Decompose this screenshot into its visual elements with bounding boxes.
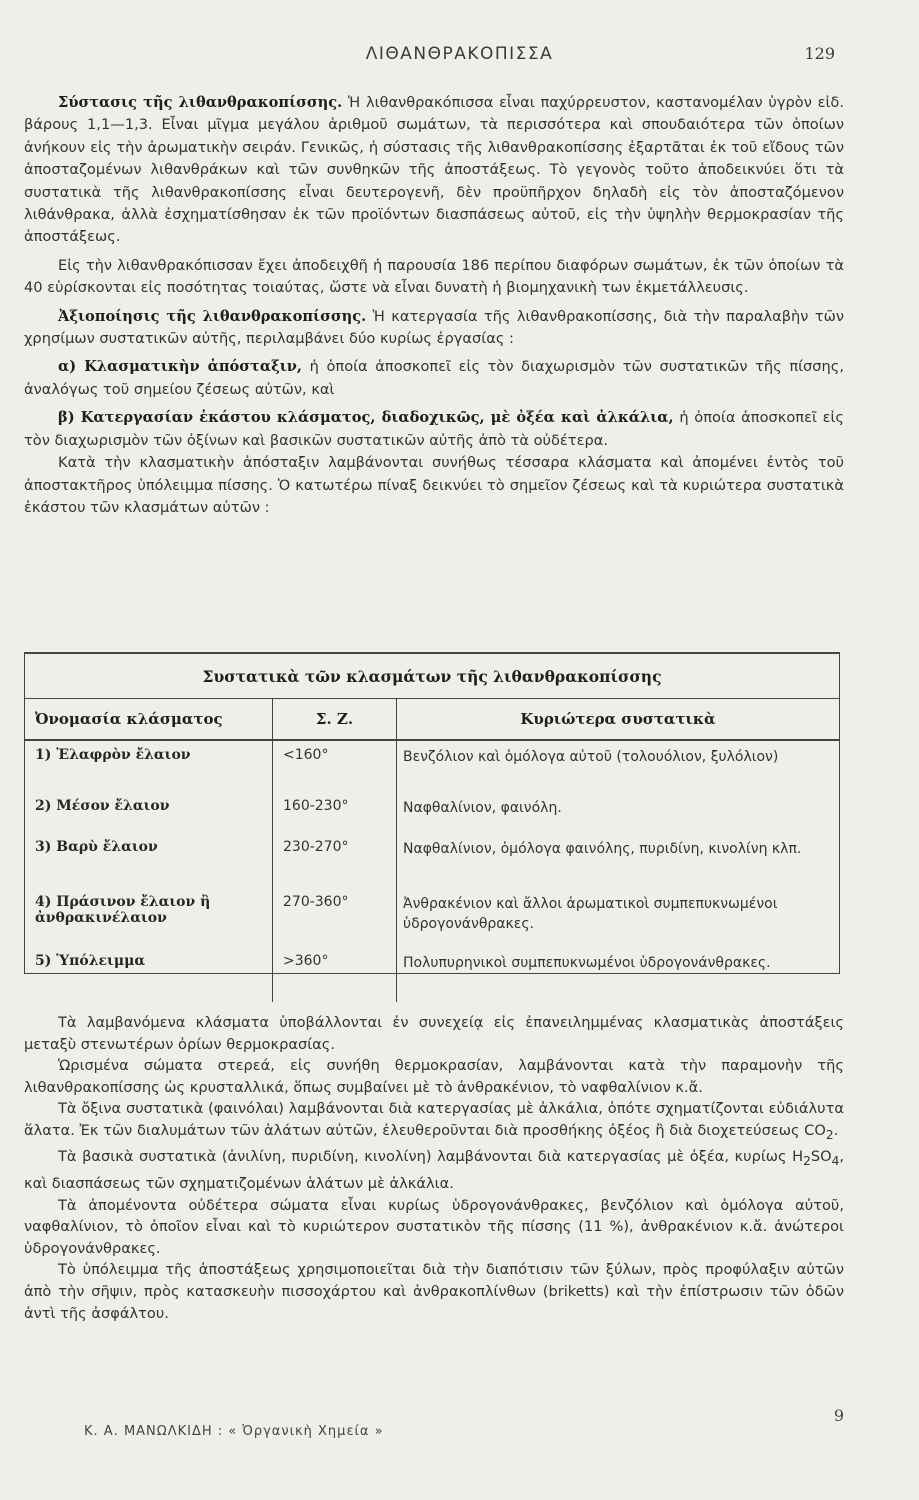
footer bbox=[24, 1406, 844, 1446]
fraction-name: 4) Πράσινον ἔλαιον ἢ ἀνθρακινέλαιον bbox=[25, 888, 273, 947]
fraction-components: Πολυπυρηνικοὶ συμπεπυκνωμένοι ὑδρογονάνθρακες. bbox=[403, 955, 771, 971]
table-caption: Συστατικὰ τῶν κλασμάτων τῆς λιθανθρακοπίσσης bbox=[25, 654, 839, 699]
fraction-name: 3) Βαρὺ ἔλαιον bbox=[25, 833, 273, 888]
paragraph-composition-text: Ἡ λιθανθρακόπισσα εἶναι παχύρρευστον, καστανομέλαν ὑγρὸν εἰδ. βάρους 1,1—1,3. Εἶναι μῖγμα μεγάλου ἀριθμοῦ σωμάτων, τὰ περισσότερα καὶ σπουδαιότερα τῶν ὁποίων ἀνήκουν εἰς τὴν ἀρωματικὴν σειράν. Γενικῶς, ἡ σύστασις τῆς λιθανθρακοπίσσης ἐξαρτᾶται ἐκ τοῦ εἴδους τῶν ἀποσταζομένων λιθανθράκων καὶ τῶν συνθηκῶν τῆς ἀποστάξεως. Τὸ γεγονὸς τοῦτο ἀποδεικνύει ὅτι τὰ συστατικὰ τῆς λιθανθρακοπίσσης εἶναι δευτερογενῆ, δὲν προϋπῆρχον δηλαδὴ εἰς τὸν ἀποσταζόμενον λιθάνθρακα, ἀλλὰ ἐσχηματίσθησαν ἐκ τῶν προϊόντων διασπάσεως αὐτοῦ, εἰς τὴν ὑψηλὴν θερμοκρασίαν τῆς ἀποστάξεως. bbox=[24, 94, 844, 246]
fraction-boiling-point: >360° bbox=[273, 947, 397, 1002]
column-header-name: Ὀνομασία κλάσματος bbox=[25, 699, 273, 741]
paragraph-crystalline: Ὡρισμένα σώματα στερεά, εἰς συνήθη θερμοκρασίαν, λαμβάνονται κατὰ τὴν παραμονὴν τῆς λιθανθρακοπίσσης ὡς κρυσταλλικά, ὅπως συμβαίνει μὲ τὸ ἀνθρακένιον, τὸ ναφθαλίνιον κ.ἄ. bbox=[24, 1057, 844, 1096]
paragraph-utilization-text: Ἡ κατεργασία τῆς λιθανθρακοπίσσης, διὰ τὴν παραλαβὴν τῶν χρησίμων συστατικῶν αὐτῆς, περιλαμβάνει δύο κυρίως ἐργασίας : bbox=[24, 307, 845, 348]
list-item-a-text: ἡ ὁποία ἀποσκοπεῖ εἰς τὸν διαχωρισμὸν τῶν συστατικῶν τῆς πίσσης, ἀναλόγως τοῦ σημείου ζέσεως αὐτῶν, καὶ bbox=[24, 358, 845, 398]
fraction-boiling-point: 230-270° bbox=[273, 833, 397, 888]
paragraph-residue: Τὸ ὑπόλειμμα τῆς ἀποστάξεως χρησιμοποιεῖται διὰ τὴν διαπότισιν τῶν ξύλων, πρὸς προφύλαξιν αὐτῶν ἀπὸ τὴν σῆψιν, πρὸς κατασκευὴν πισσοχάρτου καὶ ἀνθρακοπλίνθων (briketts) καὶ τὴν ἐπίστρωσιν τῶν ὁδῶν ἀντὶ τῆς ἀσφάλτου. bbox=[24, 1261, 844, 1322]
signature-number: 9 bbox=[833, 1406, 844, 1425]
table-row bbox=[25, 947, 839, 1002]
body-text-upper bbox=[24, 92, 844, 519]
table-row bbox=[25, 888, 839, 947]
list-item-b-text: ἡ ὁποία ἀποσκοπεῖ εἰς τὸν διαχωρισμὸν τῶν ὀξίνων καὶ βασικῶν συστατικῶν αὐτῆς ἀπὸ τὰ οὐδέτερα. bbox=[24, 409, 844, 449]
table-row bbox=[25, 740, 839, 792]
body-text-lower bbox=[24, 1012, 844, 1324]
table-row bbox=[25, 792, 839, 833]
column-header-components: Κυριώτερα συστατικὰ bbox=[397, 699, 840, 741]
fractions-table-grid bbox=[25, 654, 839, 1002]
list-item-a-label: α) Κλασματικὴν ἀπόσταξιν, bbox=[58, 358, 302, 376]
list-item-b bbox=[24, 407, 844, 452]
running-head bbox=[0, 44, 919, 68]
heading-composition: Σύστασις τῆς λιθανθρακοπίσσης. bbox=[58, 94, 343, 111]
table-caption-row bbox=[25, 654, 839, 699]
fraction-name: 1) Ἐλαφρὸν ἔλαιον bbox=[25, 740, 273, 792]
running-title: ΛΙΘΑΝΘΡΑΚΟΠΙΣΣΑ bbox=[365, 44, 554, 64]
table-header-row bbox=[25, 699, 839, 741]
subscript: 4 bbox=[831, 1154, 840, 1169]
fraction-name: 5) Ὑπόλειμμα bbox=[25, 947, 273, 1002]
paragraph-acidic bbox=[24, 1098, 844, 1146]
fraction-components: Ναφθαλίνιον, ὁμόλογα φαινόλης, πυριδίνη, κινολίνη κλπ. bbox=[403, 841, 802, 857]
paragraph-acidic-text: Τὰ ὄξινα συστατικὰ (φαινόλαι) λαμβάνονται διὰ κατεργασίας μὲ ἀλκάλια, ὁπότε σχηματίζονται εὐδιάλυτα ἅλατα. Ἐκ τῶν διαλυμάτων τῶν ἁλάτων αὐτῶν, ἐλευθεροῦνται διὰ προσθήκης ὀξέος ἢ διὰ διοχετεύσεως CO bbox=[24, 1100, 844, 1139]
paragraph-basic-text-b: SO bbox=[810, 1148, 832, 1166]
paragraph-utilization bbox=[24, 306, 844, 351]
paragraph-basic-text-a: Τὰ βασικὰ συστατικὰ (ἀνιλίνη, πυριδίνη, κινολίνη) λαμβάνονται διὰ κατεργασίας μὲ ὀξέα, κυρίως H bbox=[58, 1148, 804, 1166]
fractions-table bbox=[24, 652, 840, 974]
subscript: 2 bbox=[825, 1127, 834, 1142]
page-number: 129 bbox=[804, 44, 835, 63]
column-header-boiling-point: Σ. Ζ. bbox=[273, 699, 397, 741]
heading-utilization: Ἀξιοποίησις τῆς λιθανθρακοπίσσης. bbox=[58, 307, 367, 325]
fraction-components: Βενζόλιον καὶ ὁμόλογα αὐτοῦ (τολουόλιον, ξυλόλιον) bbox=[403, 749, 779, 765]
fraction-boiling-point: 160-230° bbox=[273, 792, 397, 833]
fraction-components: Ἀνθρακένιον καὶ ἄλλοι ἀρωματικοὶ συμπεπυκνωμένοι ὑδρογονάνθρακες. bbox=[403, 896, 778, 932]
paragraph-neutral: Τὰ ἀπομένοντα οὐδέτερα σώματα εἶναι κυρίως ὑδρογονάνθρακες, βενζόλιον καὶ ὁμόλογα αὐτοῦ, ναφθαλίνιον, τὸ ὁποῖον εἶναι καὶ τὸ κυριώτερον συστατικὸν τῆς πίσσης (11 %), ἀνθρακένιον κ.ἄ. ἀνώτεροι ὑδρογονάνθρακες. bbox=[24, 1196, 844, 1257]
fraction-boiling-point: 270-360° bbox=[273, 888, 397, 947]
fraction-components: Ναφθαλίνιον, φαινόλη. bbox=[403, 800, 562, 816]
paragraph-composition bbox=[24, 92, 844, 249]
list-item-b-label: β) Κατεργασίαν ἑκάστου κλάσματος, διαδοχικῶς, μὲ ὀξέα καὶ ἀλκάλια, bbox=[58, 409, 674, 427]
fraction-boiling-point: <160° bbox=[273, 740, 397, 792]
table-row bbox=[25, 833, 839, 888]
footer-signature: Κ. Α. ΜΑΝΩΛΚΙΔΗ : « Ὀργανικὴ Χημεία » bbox=[84, 1424, 384, 1439]
paragraph-table-intro: Κατὰ τὴν κλασματικὴν ἀπόσταξιν λαμβάνονται συνήθως τέσσαρα κλάσματα καὶ ἀπομένει ἐντὸς τοῦ ἀποστακτῆρος ὑπόλειμμα πίσσης. Ὁ κατωτέρω πίναξ δεικνύει τὸ σημεῖον ζέσεως καὶ τὰ κυριώτερα συστατικὰ ἑκάστου τῶν κλασμάτων αὐτῶν : bbox=[24, 454, 844, 516]
paragraph-acidic-end: . bbox=[833, 1121, 839, 1139]
fraction-name: 2) Μέσον ἔλαιον bbox=[25, 792, 273, 833]
paragraph-basic-text-c: , καὶ διασπάσεως τῶν σχηματιζομένων ἁλάτων μὲ ἀλκάλια. bbox=[24, 1148, 844, 1192]
paragraph-repeated-distillation: Τὰ λαμβανόμενα κλάσματα ὑποβάλλονται ἐν συνεχείᾳ εἰς ἐπανειλημμένας κλασματικὰς ἀποστάξεις μεταξὺ στενωτέρων ὁρίων θερμοκρασίας. bbox=[24, 1014, 844, 1053]
subscript: 2 bbox=[803, 1154, 811, 1169]
paragraph-compounds: Εἰς τὴν λιθανθρακόπισσαν ἔχει ἀποδειχθῆ ἡ παρουσία 186 περίπου διαφόρων σωμάτων, ἐκ τῶν ὁποίων τὰ 40 εὑρίσκονται εἰς ποσότητας τοιαύτας, ὥστε νὰ εἶναι δυνατὴ ἡ βιομηχανικὴ των ἐκμετάλλευσις. bbox=[24, 256, 844, 297]
paragraph-basic bbox=[24, 1146, 844, 1194]
list-item-a bbox=[24, 356, 844, 401]
